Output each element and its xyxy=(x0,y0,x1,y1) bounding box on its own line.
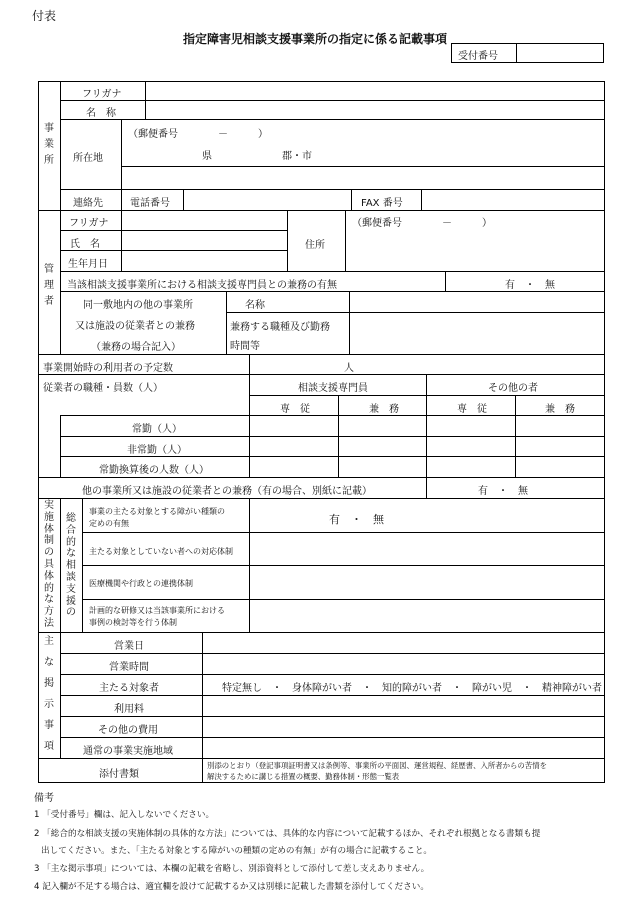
office-address-label: 所在地 xyxy=(73,153,103,164)
note-3: 3 「主な掲示事項」については、本欄の記載を省略し、別添資料として添付して差し支えありません。 xyxy=(34,864,430,874)
manager-concurrent-question: 当該相談支援事業所における相談支援専門員との兼務の有無 xyxy=(67,280,337,291)
manager-other-label-3: （兼務の場合記入） xyxy=(91,342,181,353)
manager-other-job-field[interactable] xyxy=(350,313,604,353)
target-users-options[interactable]: 特定無し ・ 身体障がい者 ・ 知的障がい者 ・ 障がい児 ・ 精神障がい者 xyxy=(222,683,602,694)
note-2a: 2 「総合的な相談支援の実施体制の具体的な方法」については、具体的な内容について記載するほか、それぞれ根拠となる書類も提 xyxy=(34,829,541,839)
manager-other-label-1: 同一敷地内の他の事業所 xyxy=(83,300,193,311)
fee-field[interactable] xyxy=(203,696,604,716)
target-users-label: 主たる対象者 xyxy=(99,683,159,694)
expected-users-field[interactable] xyxy=(250,355,604,374)
expected-users-unit: 人 xyxy=(344,363,354,374)
manager-other-job-label-1: 兼務する職種及び勤務 xyxy=(230,322,330,333)
manager-birth-label: 生年月日 xyxy=(68,259,108,270)
office-postal-label: （郵便番号 － ） xyxy=(128,129,268,140)
system-row2-field[interactable] xyxy=(250,533,604,565)
attachments-text-1: 別添のとおり（登記事項証明書又は条例等、事業所の平面図、運営規程、経歴書、入所者からの苦情を xyxy=(207,761,547,770)
manager-address-field[interactable] xyxy=(346,211,604,270)
system-outer-label: 実 施 体 制 の 具 体 的 な 方 法 xyxy=(44,500,54,629)
others-header: その他の者 xyxy=(488,383,538,394)
manager-other-job-label-2: 時間等 xyxy=(230,341,260,352)
manager-other-label-2: 又は施設の従業者との兼務 xyxy=(75,321,195,332)
other-fee-label: その他の費用 xyxy=(98,725,158,736)
system-row1-label-a: 事業の主たる対象とする障がい種類の xyxy=(89,507,225,516)
service-area-field[interactable] xyxy=(203,738,604,758)
other-concurrent-label: 他の事業所又は施設の従業者との兼務（有の場合、別紙に記載） xyxy=(82,486,372,497)
office-address-field[interactable] xyxy=(122,120,604,188)
system-row4-label-a: 計画的な研修又は当該事業所における xyxy=(89,606,225,615)
manager-name-field[interactable] xyxy=(122,231,286,250)
fte-label: 常勤換算後の人数（人） xyxy=(99,465,209,476)
manager-address-label: 住所 xyxy=(305,240,325,251)
office-phone-field[interactable] xyxy=(184,190,350,209)
system-row2-label: 主たる対象としていない者への対応体制 xyxy=(89,547,233,556)
part-time-label: 非常勤（人） xyxy=(127,445,187,456)
note-4: 4 記入欄が不足する場合は、適宜欄を設けて記載するか又は別様に記載した書類を添付してください。 xyxy=(34,882,429,892)
system-row4-field[interactable] xyxy=(250,600,604,632)
manager-birth-field[interactable] xyxy=(122,251,286,270)
job-title-label: 従業者の職種・員数（人） xyxy=(43,383,163,394)
attachments-text-2: 解決するために講じる措置の概要、勤務体制・形態一覧表 xyxy=(207,772,400,781)
office-furigana-label: フリガナ xyxy=(82,89,122,100)
system-row1-yes-no[interactable]: 有 ・ 無 xyxy=(329,513,384,526)
business-days-field[interactable] xyxy=(203,633,604,653)
office-pref-city-label: 県 郡・市 xyxy=(202,151,312,162)
other-fee-field[interactable] xyxy=(203,717,604,737)
manager-furigana-label: フリガナ xyxy=(69,218,109,229)
office-fax-label: FAX 番号 xyxy=(361,198,403,209)
business-hours-label: 営業時間 xyxy=(109,662,149,673)
note-1: 1 「受付番号」欄は、記入しないでください。 xyxy=(34,810,215,820)
fee-label: 利用料 xyxy=(114,704,144,715)
consultant-part-header: 兼 務 xyxy=(369,404,399,415)
note-2b: 出してください。また、「主たる対象とする障がいの種類の定めの有無」が有の場合に記載すること。 xyxy=(41,846,433,856)
manager-name-label: 氏 名 xyxy=(70,239,100,250)
full-time-label: 常勤（人） xyxy=(132,424,182,435)
office-name-field[interactable] xyxy=(146,101,604,119)
attachments-label: 添付書類 xyxy=(99,769,139,780)
page-title: 指定障害児相談支援事業所の指定に係る記載事項 xyxy=(182,32,447,46)
expected-users-label: 事業開始時の利用者の予定数 xyxy=(43,363,173,374)
notes-title: 備考 xyxy=(34,793,54,804)
receipt-box xyxy=(451,43,604,63)
office-furigana-field[interactable] xyxy=(146,82,604,100)
business-days-label: 営業日 xyxy=(114,641,144,652)
consultant-full-header: 専 従 xyxy=(280,404,310,415)
manager-section-label: 管 理 者 xyxy=(44,264,54,307)
other-concurrent-yes-no[interactable]: 有 ・ 無 xyxy=(478,486,528,497)
others-full-header: 専 従 xyxy=(457,404,487,415)
system-row3-label: 医療機関や行政との連携体制 xyxy=(89,579,193,588)
office-name-label: 名 称 xyxy=(86,108,116,119)
manager-other-name-label: 名称 xyxy=(245,300,265,311)
system-row4-label-b: 事例の検討等を行う体制 xyxy=(89,618,177,627)
receipt-label: 受付番号 xyxy=(458,51,498,62)
others-part-header: 兼 務 xyxy=(545,404,575,415)
office-section-label: 事 業 所 xyxy=(44,123,54,166)
manager-other-name-field[interactable] xyxy=(350,292,604,311)
manager-furigana-field[interactable] xyxy=(122,211,286,230)
office-phone-label: 電話番号 xyxy=(130,198,170,209)
office-fax-field[interactable] xyxy=(422,190,604,209)
notice-section-label: 主 な 掲 示 事 項 xyxy=(44,636,54,752)
office-contact-label: 連絡先 xyxy=(73,198,103,209)
receipt-number-field[interactable] xyxy=(518,44,602,62)
consultant-header: 相談支援専門員 xyxy=(298,383,368,394)
manager-postal-label: （郵便番号 － ） xyxy=(352,218,492,229)
system-row3-field[interactable] xyxy=(250,566,604,599)
system-row1-label-b: 定めの有無 xyxy=(89,519,129,528)
service-area-label: 通常の事業実施地域 xyxy=(83,746,173,757)
supplement-label: 付表 xyxy=(32,9,57,23)
business-hours-field[interactable] xyxy=(203,654,604,674)
manager-concurrent-yes-no[interactable]: 有 ・ 無 xyxy=(505,280,555,291)
system-inner-label: 総 合 的 な 相 談 支 援 の xyxy=(66,513,76,619)
